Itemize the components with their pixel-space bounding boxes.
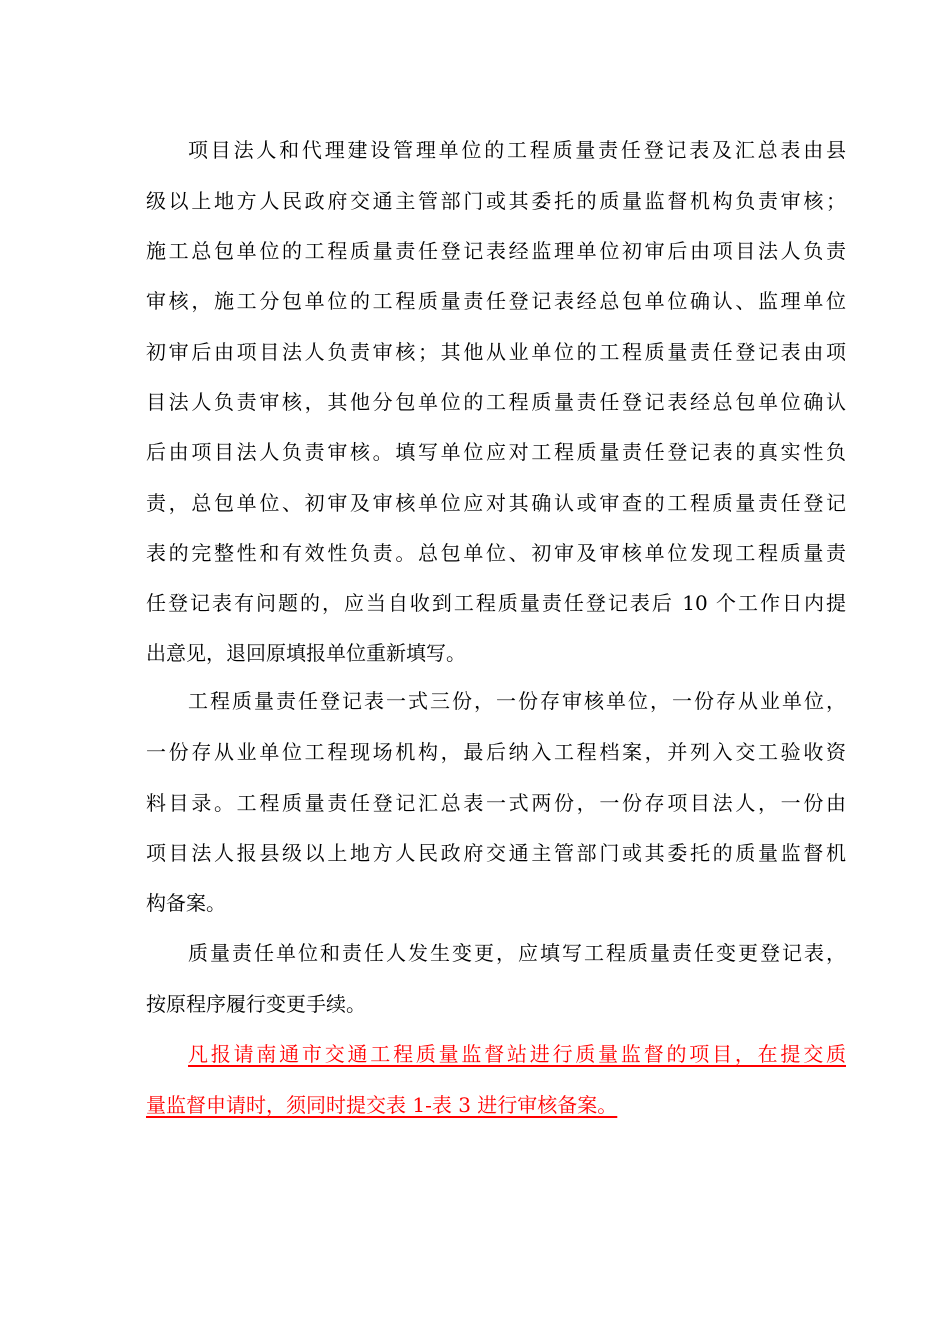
paragraph-2-line-5: 构备案。 — [146, 891, 226, 915]
red-notice-text-1: 凡报请南通市交通工程质量监督站进行质量监督的项目，在提交质 — [188, 1042, 846, 1066]
paragraph-2-line-4: 项目法人报县级以上地方人民政府交通主管部门或其委托的质量监督机 — [146, 841, 846, 865]
paragraph-2-line-2: 一份存从业单位工程现场机构，最后纳入工程档案，并列入交工验收资 — [146, 740, 846, 764]
paragraph-4-line-2 — [146, 1087, 846, 1123]
paragraph-1-line-8: 责，总包单位、初审及审核单位应对其确认或审查的工程质量责任登记 — [146, 491, 846, 515]
red-notice-text-2: 量监督申请时，须同时提交表 1-表 3 进行审核备案。 — [146, 1093, 618, 1117]
paragraph-3-line-2: 按原程序履行变更手续。 — [146, 992, 366, 1016]
paragraph-4-line-1 — [188, 1036, 846, 1072]
paragraph-2-line-1: 工程质量责任登记表一式三份，一份存审核单位，一份存从业单位， — [188, 689, 846, 713]
paragraph-1-line-5: 初审后由项目法人负责审核；其他从业单位的工程质量责任登记表由项 — [146, 340, 846, 364]
paragraph-1-line-11: 出意见，退回原填报单位重新填写。 — [146, 641, 466, 665]
paragraph-2-line-3: 料目录。工程质量责任登记汇总表一式两份，一份存项目法人，一份由 — [146, 791, 846, 815]
paragraph-1-line-2: 级以上地方人民政府交通主管部门或其委托的质量监督机构负责审核； — [146, 189, 846, 213]
paragraph-1-line-3: 施工总包单位的工程质量责任登记表经监理单位初审后由项目法人负责 — [146, 239, 846, 263]
paragraph-1-line-7: 后由项目法人负责审核。填写单位应对工程质量责任登记表的真实性负 — [146, 440, 846, 464]
paragraph-1-line-9: 表的完整性和有效性负责。总包单位、初审及审核单位发现工程质量责 — [146, 541, 846, 565]
paragraph-1-line-4: 审核，施工分包单位的工程质量责任登记表经总包单位确认、监理单位 — [146, 289, 846, 313]
paragraph-1-line-1: 项目法人和代理建设管理单位的工程质量责任登记表及汇总表由县 — [188, 138, 846, 162]
paragraph-1-line-6: 目法人负责审核，其他分包单位的工程质量责任登记表经总包单位确认 — [146, 390, 846, 414]
paragraph-3-line-1: 质量责任单位和责任人发生变更，应填写工程质量责任变更登记表， — [188, 941, 846, 965]
paragraph-1-line-10: 任登记表有问题的，应当自收到工程质量责任登记表后 10 个工作日内提 — [146, 591, 846, 615]
